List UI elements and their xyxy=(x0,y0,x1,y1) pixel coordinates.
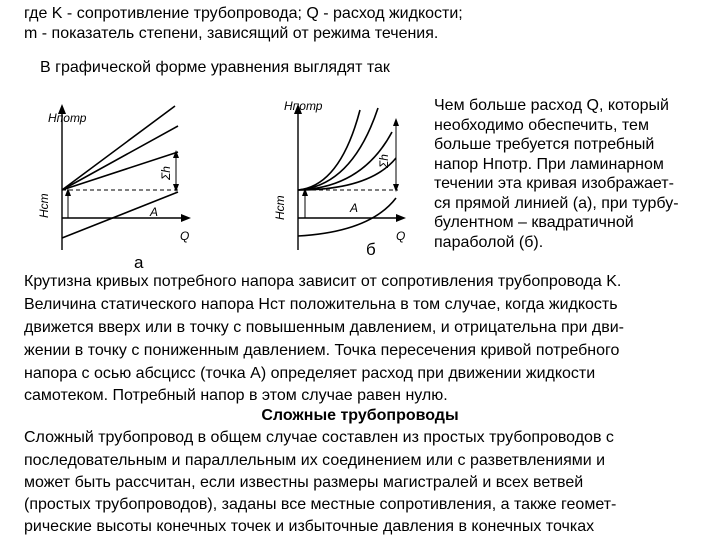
section-heading: Сложные трубопроводы xyxy=(261,407,459,424)
section-text-line: может быть рассчитан, если известны размеры магистралей и всех ветвей xyxy=(24,474,584,491)
figure-b-curve-2 xyxy=(298,108,378,190)
figure-b-caption: б xyxy=(366,240,376,259)
side-text-line: больше требуется потребный xyxy=(434,136,655,153)
intro-line-2: m - показатель степени, зависящий от режима течения. xyxy=(24,25,439,42)
side-text-line: параболой (б). xyxy=(434,233,544,251)
figure-a-point-label: A xyxy=(150,205,159,219)
figure-a-y-label: Hпотр xyxy=(48,111,87,125)
figure-b-sumh-label: Σh xyxy=(377,154,391,168)
body-text-line: движется вверх или в точку с повышенным давлением, и отрицательна при дви- xyxy=(24,319,624,336)
side-text-line: булентном – квадратичной xyxy=(434,214,634,231)
section-text-line: Сложный трубопровод в общем случае составлен из простых трубопроводов с xyxy=(24,429,614,446)
section-text-line: рические высоты конечных точек и избыточные давления в конечных точках xyxy=(24,518,595,535)
side-text-line: Чем больше расход Q, который xyxy=(434,97,669,114)
figure-a-sumh-label: Σh xyxy=(159,166,173,180)
intro-line-3: В графической форме уравнения выглядят так xyxy=(40,59,390,76)
section-text-line: (простых трубопроводов), заданы все местные сопротивления, а также геомет- xyxy=(24,496,617,513)
body-text-line: самотеком. Потребный напор в этом случае равен нулю. xyxy=(24,387,448,404)
side-text-line: необходимо обеспечить, тем xyxy=(434,116,649,134)
figure-b-curve-5 xyxy=(298,198,396,236)
section-text-line: последовательным и параллельным их соединением или с разветвлениями и xyxy=(24,452,606,469)
figure-a-line-4 xyxy=(62,192,178,238)
body-text-line: жении в точку с пониженным давлением. Точка пересечения кривой потребного xyxy=(24,342,620,359)
figure-b-hst-label: Hст xyxy=(273,195,287,220)
body-text-line: Величина статического напора Hст положительна в том случае, когда жидкость xyxy=(24,296,618,313)
figure-b-curve-1 xyxy=(298,110,360,190)
figure-b-x-label: Q xyxy=(396,229,406,243)
side-text-line: течении эта кривая изображает- xyxy=(434,175,674,192)
body-text-line: Крутизна кривых потребного напора зависит от сопротивления трубопровода K. xyxy=(24,273,622,290)
intro-line-1: где K - сопротивление трубопровода; Q - расход жидкости; xyxy=(24,5,463,22)
side-text-line: ся прямой линией (а), при турбу- xyxy=(434,194,679,212)
figure-a-hst-label: Hст xyxy=(37,193,51,218)
figure-b xyxy=(294,104,406,250)
body-text-line: напора с осью абсцисс (точка A) определяет расход при движении жидкости xyxy=(24,365,596,382)
figure-a-x-label: Q xyxy=(180,229,190,243)
figure-b-y-label: Hпотр xyxy=(284,99,323,113)
figure-a-caption: а xyxy=(134,253,144,272)
figure-b-point-label: A xyxy=(350,201,359,215)
side-text-line: напор Hпотр. При ламинарном xyxy=(434,155,664,173)
